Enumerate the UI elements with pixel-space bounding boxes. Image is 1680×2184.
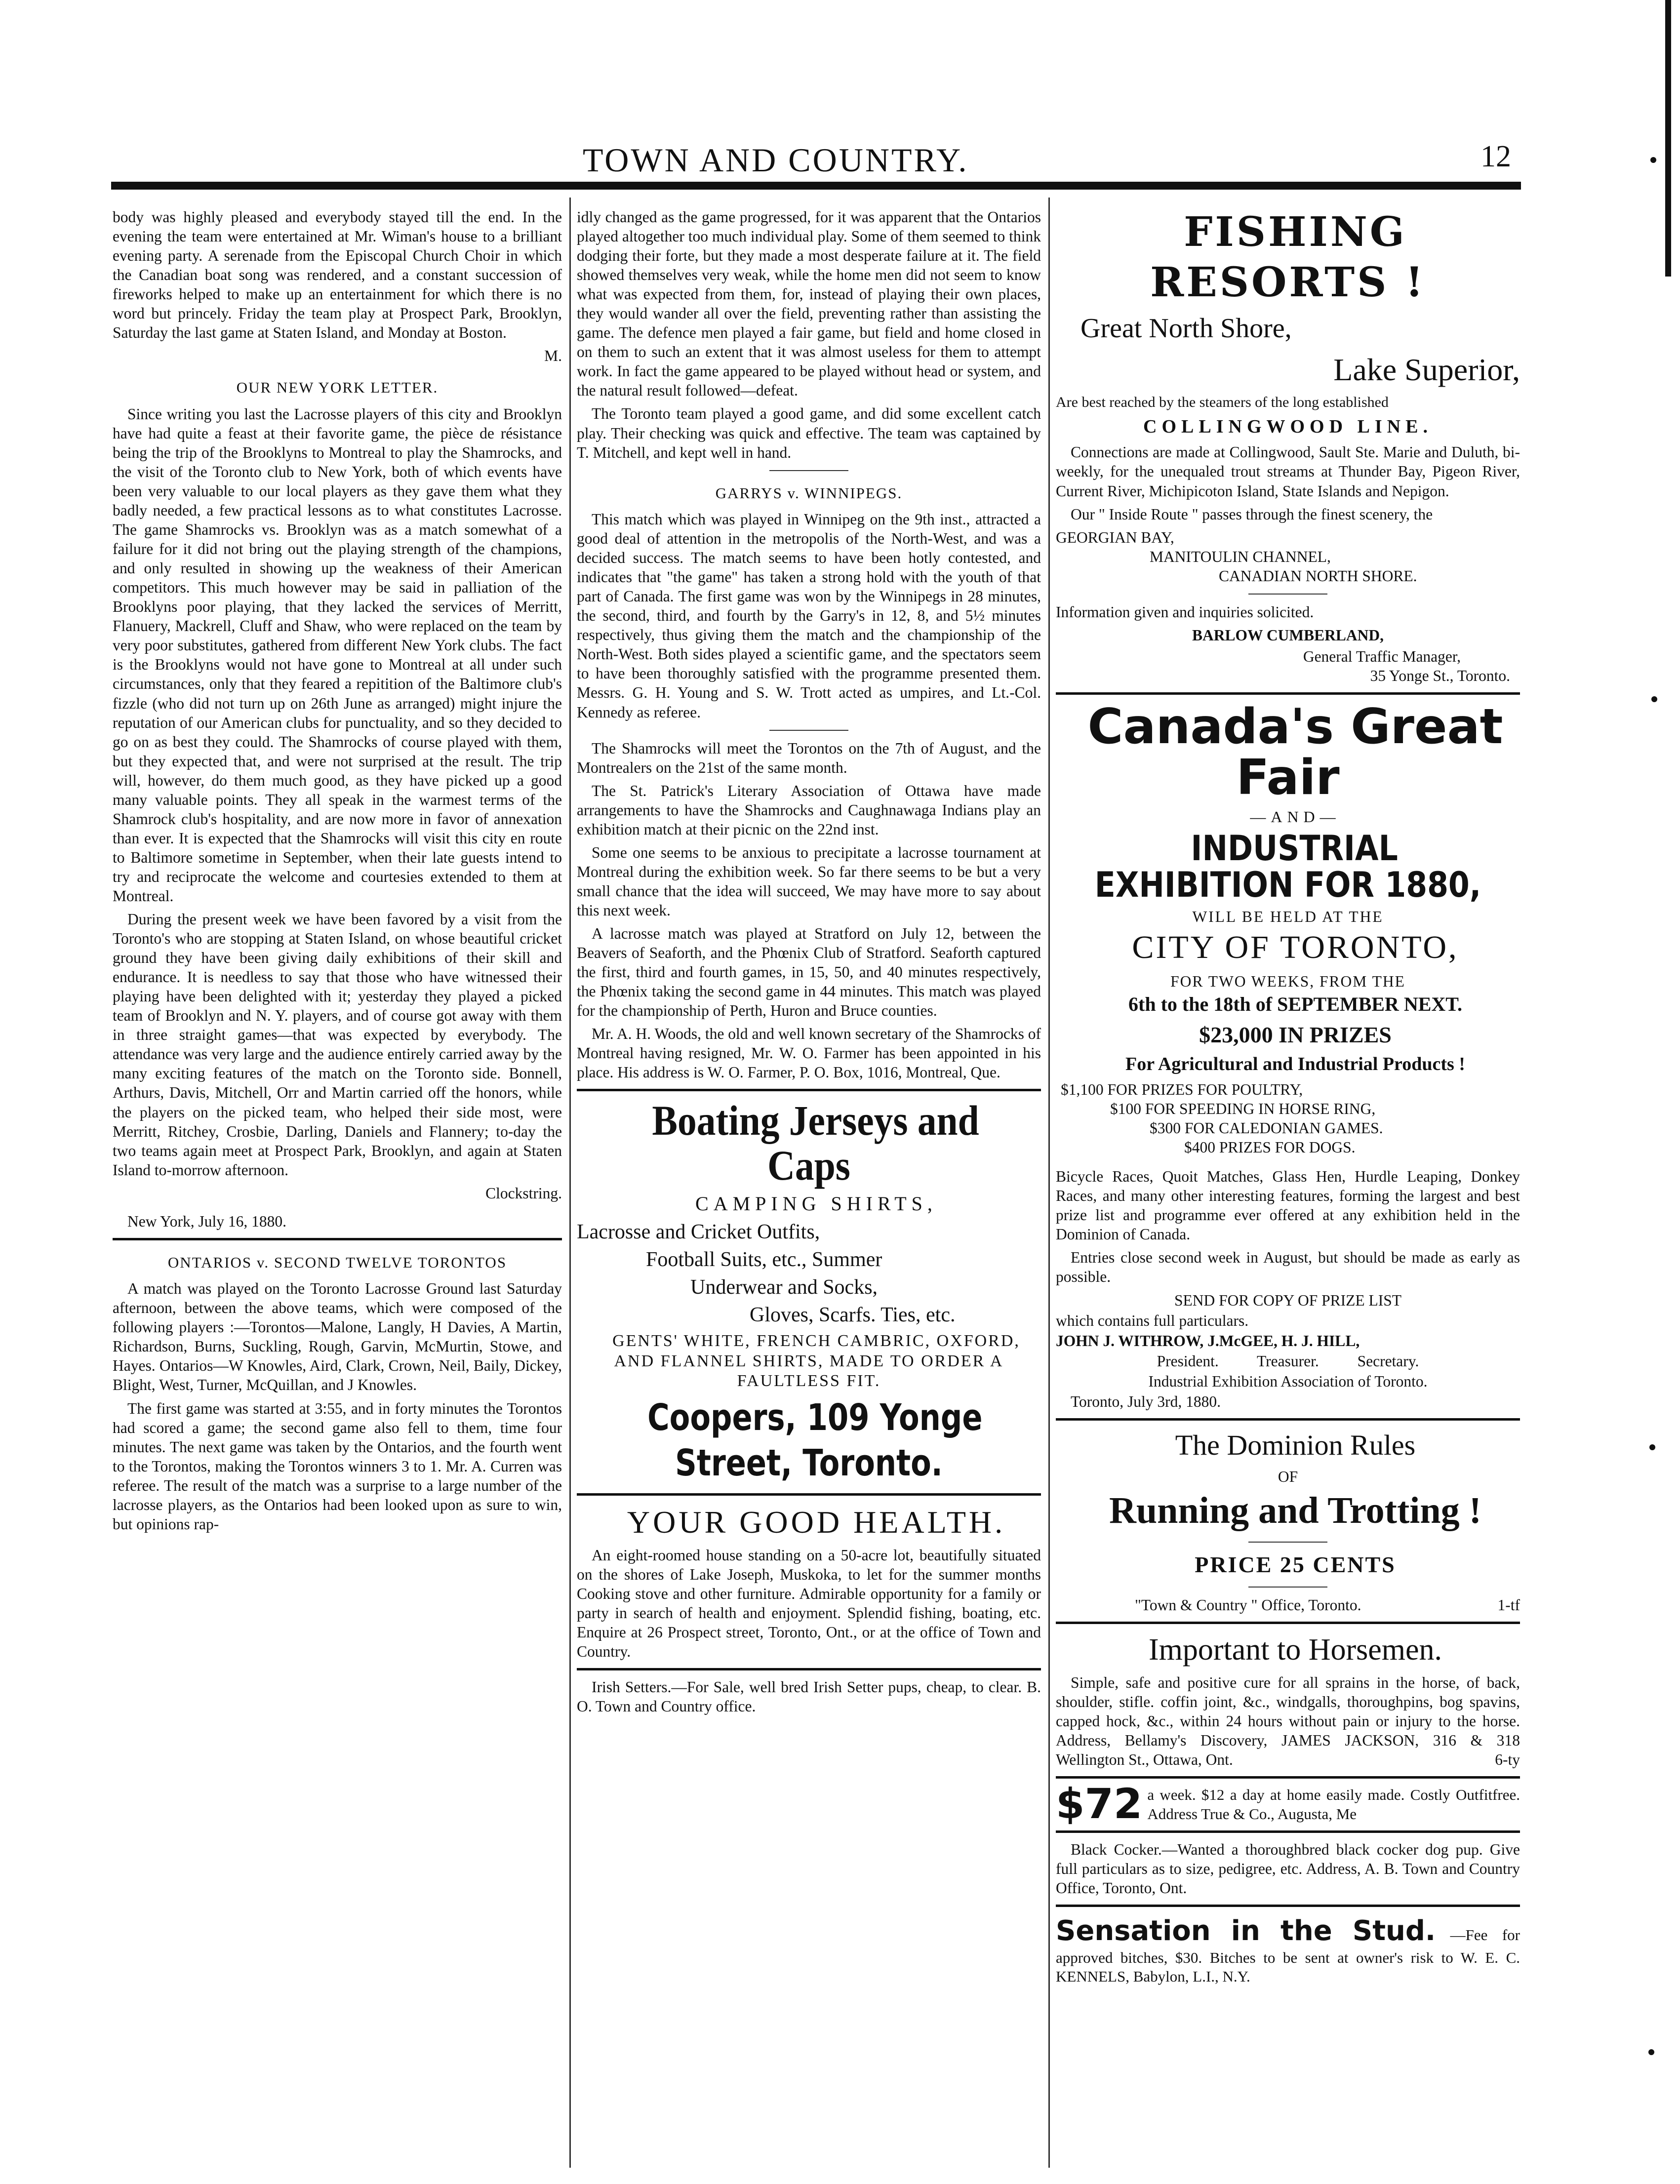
ad-fishing-resorts	[1056, 207, 1520, 685]
ad-dominion-rules	[1056, 1428, 1520, 1615]
ad-line: CITY OF TORONTO,	[1132, 929, 1459, 966]
column-rule	[569, 198, 571, 2168]
running-head: TOWN AND COUNTRY.	[583, 141, 969, 179]
ad-line: $100 FOR SPEEDING IN HORSE RING,	[1110, 1100, 1376, 1118]
ad-body: Connections are made at Collingwood, Sault Ste. Marie and Duluth, bi-weekly, for the unequaled trout streams at Thunder Bay, Pigeon River, Current River, Michipicoton Island, State Islands and Nepigon.	[1056, 443, 1520, 500]
ad-line: $300 FOR CALEDONIAN GAMES.	[1150, 1119, 1383, 1137]
article-paragraph: Mr. A. H. Woods, the old and well known secretary of the Shamrocks of Montreal having resigned, Mr. W. O. Farmer has been appointed in his place. His address is W. O. Farmer, P. O. Box, 1016, Montreal, Que.	[577, 1025, 1041, 1081]
article-paragraph: The St. Patrick's Literary Association of Ottawa have made arrangements to have the Shamrocks and Caughnawaga Indians play an exhibition match at their picnic on the 22nd inst.	[577, 782, 1041, 838]
section-rule	[577, 1089, 1041, 1091]
column-rule	[1048, 198, 1050, 2168]
section-rule	[769, 470, 848, 471]
ad-line: MANITOULIN CHANNEL,	[1150, 548, 1331, 565]
ad-title: Canada's Great Fair	[1087, 698, 1503, 806]
ad-body: Are best reached by the steamers of the long established	[1056, 394, 1389, 411]
ad-body: Our " Inside Route " passes through the finest scenery, the	[1071, 505, 1433, 523]
ad-body: a week. $12 a day at home easily made. Costly Outfitfree. Address True & Co., Augusta, Me	[1147, 1786, 1520, 1823]
ad-title: FISHING RESORTS !	[1150, 208, 1426, 306]
section-rule	[577, 1493, 1041, 1496]
ad-title: YOUR GOOD HEALTH.	[627, 1504, 1006, 1540]
ad-horsemen	[1056, 1631, 1520, 1769]
margin-dot	[1650, 157, 1656, 163]
ad-line	[1056, 1595, 1520, 1615]
article-heading: GARRYS v. WINNIPEGS.	[715, 484, 903, 502]
ad-name: BARLOW CUMBERLAND,	[1192, 626, 1384, 644]
ad-title: Boating Jerseys and Caps	[652, 1097, 979, 1189]
ad-line: which contains full particulars.	[1056, 1311, 1249, 1329]
article-paragraph: The Toronto team played a good game, and did some excellent catch play. Their checking was quick and effective. The team was captained by T. Mitchell, and kept well in hand.	[577, 405, 1041, 461]
section-rule	[1248, 594, 1327, 595]
page-number: 12	[1480, 140, 1511, 173]
article-heading: OUR NEW YORK LETTER.	[236, 379, 439, 397]
ad-title: Important to Horsemen.	[1148, 1633, 1442, 1667]
article-paragraph: Some one seems to be anxious to precipitate a lacrosse tournament at Montreal during the exhibition week. So far there seems to be but a very small chance that the idea will succeed, We may have more to say about this next week.	[577, 843, 1041, 919]
ad-line: General Traffic Manager,	[1303, 647, 1461, 665]
article-heading: ONTARIOS v. SECOND TWELVE TORONTOS	[167, 1253, 507, 1271]
ad-line: 6th to the 18th of SEPTEMBER NEXT.	[1128, 993, 1462, 1016]
ad-line: GENTS' WHITE, FRENCH CAMBRIC, OXFORD, AND FLANNEL SHIRTS, MADE TO ORDER A FAULTLESS FIT.	[612, 1331, 1020, 1390]
ad-tag: 1-tf	[1497, 1596, 1520, 1614]
margin-dot	[1648, 2049, 1654, 2055]
ad-seventy-two	[1056, 1780, 1520, 1828]
ad-office: "Town & Country " Office, Toronto.	[1135, 1596, 1361, 1614]
ad-irish-setters: Irish Setters.—For Sale, well bred Irish Setter pups, cheap, to clear. B. O. Town and Country office.	[577, 1678, 1041, 1715]
section-rule	[1248, 1542, 1327, 1543]
article-paragraph: A lacrosse match was played at Stratford on July 12, between the Beavers of Seaforth, and the Phœnix Club of Stratford. Seaforth captured the first, third and fourth games, in 15, 50, and 40 minutes respectively, the Phœnix taking the second game in 44 minutes. This match was played for the championship of Perth, Huron and Bruce counties.	[577, 924, 1041, 1020]
ad-line: 35 Yonge St., Toronto.	[1370, 667, 1510, 684]
ad-body: An eight-roomed house standing on a 50-acre lot, beautifully situated on the shores of Lake Joseph, Muskoka, to let for the summer months Cooking stove and other furniture. Admirable opportunity for a family or party in search of health and enjoyment. Splendid fishing, boating, etc. Enquire at 26 Prospect street, Toronto, Ont., or at the office of Town and Country.	[577, 1546, 1041, 1661]
ad-line: COLLINGWOOD LINE.	[1143, 416, 1433, 437]
section-rule	[1056, 692, 1520, 695]
section-rule	[769, 730, 848, 731]
ad-line: SEND FOR COPY OF PRIZE LIST	[1174, 1291, 1402, 1309]
ad-tag: 6-ty	[1495, 1751, 1520, 1769]
article-paragraph: During the present week we have been favored by a visit from the Toronto's who are stopping at Staten Island, on whose beautiful cricket ground they have been giving daily exhibitions of their skill and endurance. It is needless to say that those who have witnessed their playing have been delighted with it; yesterday they played a picked team of Brooklyn and N. Y. players, and of course got away with them in three straight games—that was expected by everybody. The attendance was very large and the audience entirely carried away by the many exciting features of the match on the Toronto side. Bonnell, Arthurs, Davis, Mitchell, Orr and Martin carried off the honors, while the players on the picked team, who helped their side most, were Merritt, Ritchey, Crosbie, Darling, Daniels and Flannery; to-day the two teams again meet at Prospect Park, Brooklyn, and again at Staten Island to-morrow afternoon.	[113, 911, 562, 1179]
signature: M.	[544, 347, 562, 365]
ad-black-cocker: Black Cocker.—Wanted a thoroughbred black cocker dog pup. Give full particulars as to size, pedigree, etc. Address, A. B. Town and Country Office, Toronto, Ont.	[1056, 1841, 1520, 1897]
article-paragraph: The first game was started at 3:55, and in forty minutes the Torontos had scored a game; the second game also fell to them, time four minutes. The next game was taken by the Ontarios, and the fourth went to the Torontos, making the Torontos winners 3 to 1. Mr. A. Curren was referee. The result of the match was a surprise to a large number of the lacrosse players, as the Ontarios had been looked upon as sure to win, but opinions rap-	[113, 1399, 562, 1533]
ad-line: $1,100 FOR PRIZES FOR POULTRY,	[1061, 1081, 1303, 1099]
article-paragraph: This match which was played in Winnipeg on the 9th inst., attracted a good deal of attention in the metropolis of the North-West, and was a decided success. The match seems to have been hotly contested, and indicates that "the game" has taken a strong hold with the youth of that part of Canada. The first game was won by the Winnipegs in 28 minutes, the second, third, and fourth by the Garry's in 12, 8, and 5½ minutes respectively, thus giving them the match and the championship of the North-West. Both sides played a scientific game, and the spectators seem to have been thoroughly satisfied with the programme presented them. Messrs. G. H. Young and S. W. Trott acted as umpires, and Lt.-Col. Kennedy as referee.	[577, 511, 1041, 721]
section-rule	[1056, 1830, 1520, 1833]
ad-sensation	[1056, 1914, 1520, 1986]
ad-body: Entries close second week in August, but should be made as early as possible.	[1056, 1249, 1520, 1286]
ad-good-health	[577, 1503, 1041, 1662]
ad-body: —Fee for approved bitches, $30. Bitches to be sent at owner's risk to W. E. C. KENNELS, Babylon, L.I., N.Y.	[1056, 1926, 1520, 1985]
ad-line: Lacrosse and Cricket Outfits,	[577, 1220, 820, 1243]
ad-line: INDUSTRIAL EXHIBITION FOR 1880,	[1094, 828, 1481, 905]
ad-line: WILL BE HELD AT THE	[1192, 908, 1384, 926]
ad-line: For Agricultural and Industrial Products !	[1125, 1053, 1465, 1074]
ad-address: Coopers, 109 Yonge Street, Toronto.	[647, 1396, 983, 1484]
article-paragraph: The Shamrocks will meet the Torontos on the 7th of August, and the Montrealers on the 21st of the same month.	[577, 739, 1041, 776]
ad-line: Lake Superior,	[1333, 352, 1520, 387]
ad-line: OF	[1278, 1468, 1298, 1485]
ad-title: The Dominion Rules	[1175, 1429, 1416, 1461]
margin-dot	[1649, 1444, 1655, 1450]
signature: Clockstring.	[485, 1184, 562, 1202]
column-2	[577, 207, 1041, 1720]
section-rule	[1056, 1622, 1520, 1624]
ad-subtitle: CAMPING SHIRTS,	[695, 1192, 937, 1215]
article-paragraph: idly changed as the game progressed, for it was apparent that the Ontarios played altogether too much individual play. Some of them seemed to think dodging their forte, but they made a most desperate failure at it. The field showed themselves very weak, while the home men did not seem to know what was expected from them, for, instead of playing their own places, they would wander all over the field, preventing rather than assisting the game. The defence men played a fair game, but field and home closed in on them to such an extent that it was almost useless for them to attempt work. In fact the game appeared to be played without head or system, and the natural result followed—defeat.	[577, 208, 1041, 399]
section-rule	[1056, 1905, 1520, 1907]
ad-line: Great North Shore,	[1080, 313, 1292, 344]
section-rule	[1056, 1418, 1520, 1421]
page-edge-mark	[1665, 0, 1671, 277]
header-rule	[111, 182, 1521, 190]
ad-amount: $72	[1056, 1780, 1143, 1828]
ad-line: Underwear and Socks,	[690, 1276, 878, 1299]
section-rule	[1248, 1587, 1327, 1588]
ad-titles: President. Treasurer. Secretary.	[1157, 1352, 1419, 1370]
column-1	[113, 207, 562, 1538]
ad-line: $400 PRIZES FOR DOGS.	[1184, 1139, 1356, 1156]
margin-dot	[1651, 696, 1657, 702]
ad-line: $23,000 IN PRIZES	[1199, 1022, 1392, 1047]
ad-line: GEORGIAN BAY,	[1056, 528, 1174, 546]
column-3	[1056, 207, 1520, 1990]
ad-line: Industrial Exhibition Association of Toronto.	[1148, 1372, 1428, 1390]
section-rule	[113, 1238, 562, 1240]
article-paragraph: body was highly pleased and everybody stayed till the end. In the evening the team were entertained at Mr. Wiman's house to a brilliant evening party. A serenade from the Episcopal Church Choir in which the Canadian boat song was rendered, and a constant succession of fireworks helped to make up an entertainment for which there is no word but princely. Friday the team play at Prospect Park, Brooklyn, Saturday the last game at Staten Island, and Monday at Boston.	[113, 208, 562, 342]
ad-title: Sensation in the Stud.	[1056, 1915, 1436, 1947]
ad-names: JOHN J. WITHROW, J.McGEE, H. J. HILL,	[1056, 1332, 1360, 1350]
article-paragraph: Since writing you last the Lacrosse players of this city and Brooklyn have had quite a feast at their favorite game, the pièce de résistance being the trip of the Brooklyns to Montreal to play the Shamrocks, and the visit of the Toronto club to New York, both of which events have been very valuable to our local players as they gave them what they badly needed, a few practical lessons as to what constitutes Lacrosse. The game Shamrocks vs. Brooklyn was as a match somewhat of a failure for it did not bring out the playing strength of the champions, and only resulted in showing up the weakness of their American competitors. This much however may be said in palliation of the Brooklyns poor playing, that they lacked the services of Merritt, Flanuery, Mackrell, Cluff and Shaw, who were replaced on the team by very poor substitutes, gathered from different New York clubs. The fact is the Brooklyns would not have gone to Montreal at all under such circumstances, only that they feared a repitition of the Baltimore club's fizzle (who did not turn up on 26th June as arranged) might injure the reputation of our American clubs for punctuality, and so they decided to go on as best they could. The Shamrocks of course played with them, but they expected that, and were not surprised at the result. The trip will, however, do them much good, as they have picked up a good many valuable points. They all speak in the warmest terms of the Shamrock club's hospitality, and are now more in favor of annexation than ever. It is expected that the Shamrocks will visit this city en route to Baltimore sometime in September, when their late guests intend to try and reciprocate the welcome and courtesies extended to them at Montreal.	[113, 405, 562, 905]
ad-boating-jerseys	[577, 1098, 1041, 1486]
ad-line: Running and Trotting !	[1109, 1489, 1481, 1531]
ad-body-text: Simple, safe and positive cure for all sprains in the horse, of back, shoulder, stifle. coffin joint, &c., windgalls, thoroughpins, bog spavins, capped hock, &c., within 24 hours without pain or injury to the horse. Address, Bellamy's Discovery, JAMES JACKSON, 316 & 318 Wellington St., Ottawa, Ont.	[1056, 1673, 1520, 1769]
section-rule	[577, 1668, 1041, 1670]
ad-price: PRICE 25 CENTS	[1195, 1552, 1396, 1577]
article-paragraph: A match was played on the Toronto Lacrosse Ground last Saturday afternoon, between the above teams, which were composed of the following players :—Torontos—Malone, Langly, H Davies, A Martin, Richardson, Burns, Suckling, Rough, Garvin, McMurtin, Stowe, and Hayes. Ontarios—W Knowles, Aird, Clark, Crown, Neil, Baily, Dickey, Blight, West, Turner, McQuillan, and J Knowles.	[113, 1280, 562, 1394]
ad-date: Toronto, July 3rd, 1880.	[1071, 1392, 1221, 1410]
dateline: New York, July 16, 1880.	[127, 1212, 287, 1230]
ad-line: Football Suits, etc., Summer	[646, 1248, 882, 1271]
section-rule	[1056, 1776, 1520, 1779]
ad-body: Information given and inquiries solicited.	[1056, 603, 1314, 621]
ad-line: CANADIAN NORTH SHORE.	[1219, 567, 1417, 585]
ad-line: FOR TWO WEEKS, FROM THE	[1170, 973, 1405, 991]
ad-body: Bicycle Races, Quoit Matches, Glass Hen, Hurdle Leaping, Donkey Races, and many other interesting features, forming the largest and best prize list and programme ever offered at any exhibition held in the Dominion of Canada.	[1056, 1168, 1520, 1243]
ad-body	[1056, 1673, 1520, 1769]
ad-line: Gloves, Scarfs. Ties, etc.	[750, 1304, 956, 1327]
ad-line: —AND—	[1250, 807, 1341, 826]
ad-great-fair	[1056, 698, 1520, 1411]
